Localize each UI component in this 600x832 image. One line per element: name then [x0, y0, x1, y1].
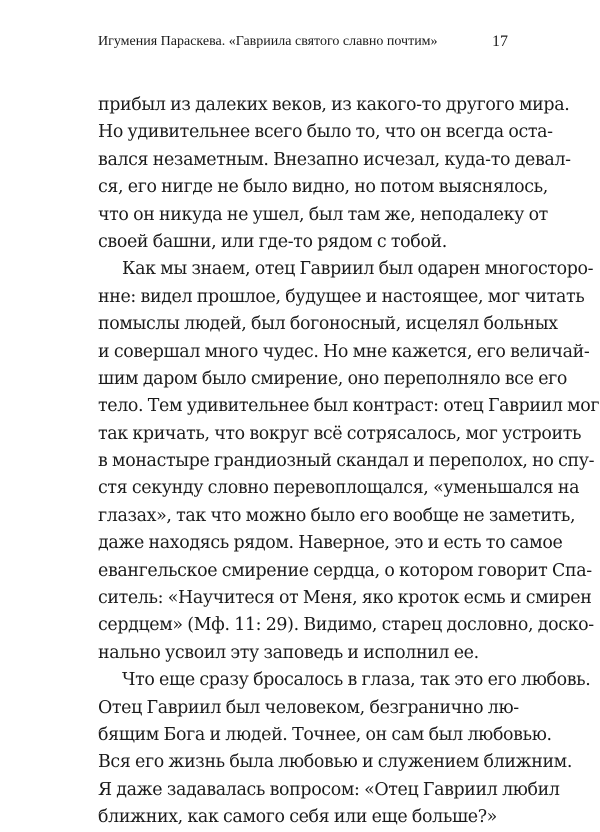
text-line: вался незаметным. Внезапно исчезал, куда-то девал- — [98, 149, 571, 170]
text-line: Вся его жизнь была любовью и служением ближним. — [98, 752, 573, 773]
text-line: даже находясь рядом. Наверное, это и есть то самое — [98, 533, 563, 554]
text-line: нне: видел прошлое, будущее и настоящее, мог читать — [98, 286, 585, 307]
text-line: шим даром было смирение, оно переполняло все его — [98, 368, 568, 389]
text-line: так кричать, что вокруг всё сотрясалось, мог устроить — [98, 423, 582, 444]
text-line: тело. Тем удивительнее был контраст: отец Гавриил мог — [98, 396, 600, 417]
text-line: своей башни, или где-то рядом с тобой. — [98, 231, 447, 252]
text-line: ситель: «Научитеся от Меня, яко кроток есмь и смирен — [98, 588, 592, 609]
text-line: ся, его нигде не было видно, но потом выяснялось, — [98, 177, 548, 198]
text-line: и совершал много чудес. Но мне кажется, его величай- — [98, 341, 590, 362]
text-line: сердцем» (Мф. 11: 29). Видимо, старец дословно, доско- — [98, 615, 594, 636]
text-line: помыслы людей, был богоносный, исцелял больных — [98, 314, 558, 335]
text-line: Отец Гавриил был человеком, безгранично лю- — [98, 697, 519, 718]
text-line: Что еще сразу бросалось в глаза, так это его любовь. — [122, 670, 591, 691]
text-line: Как мы знаем, отец Гавриил был одарен многосторо- — [122, 259, 594, 280]
text-line: бящим Бога и людей. Точнее, он сам был любовью. — [98, 724, 552, 745]
text-line: глазах», так что можно было его вообще не заметить, — [98, 505, 576, 526]
text-line: нально усвоил эту заповедь и исполнил ее. — [98, 642, 479, 663]
text-line: Я даже задавалась вопросом: «Отец Гавриил любил — [98, 779, 560, 800]
text-line: ближних, как самого себя или еще больше?» — [98, 807, 497, 828]
text-line: евангельское смирение сердца, о котором говорит Спа- — [98, 560, 592, 581]
running-title: Игумения Параскева. «Гавриила святого славно почтим» — [98, 34, 438, 49]
page-number: 17 — [492, 33, 508, 50]
text-line: Но удивительнее всего было то, что он всегда оста- — [98, 122, 553, 143]
text-line: в монастыре грандиозный скандал и переполох, но спу- — [98, 451, 595, 472]
text-line: стя секунду словно перевоплощался, «уменьшался на — [98, 478, 580, 499]
text-line: что он никуда не ушел, был там же, неподалеку от — [98, 204, 548, 225]
body-text — [98, 92, 600, 832]
text-line: прибыл из далеких веков, из какого-то другого мира. — [98, 95, 570, 115]
running-head — [98, 34, 508, 56]
